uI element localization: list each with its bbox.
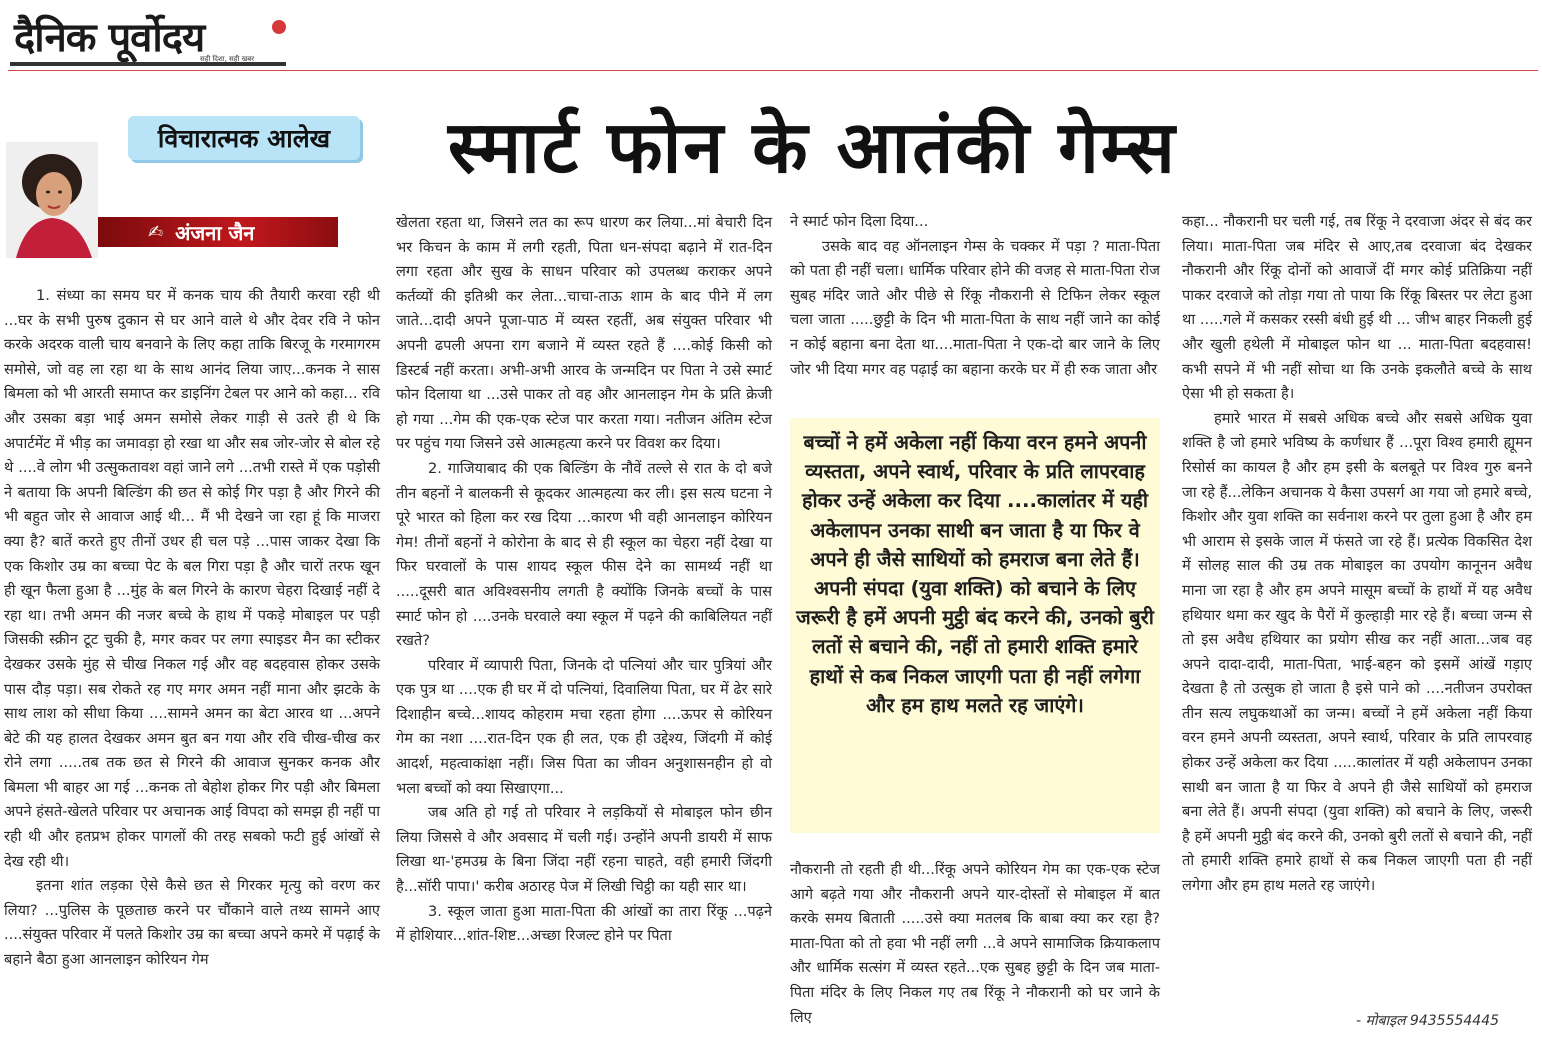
paragraph: कहा... नौकरानी घर चली गई, तब रिंकू ने दरवाजा अंदर से बंद कर लिया। माता-पिता जब मंदिर से आए,तब दरवाजा बंद देखकर नौकरानी और रिंकू दोनों को आवाजें दीं मगर कोई प्रतिक्रिया नहीं पाकर दरवाजे को तोड़ा गया तो पाया कि रिंकू बिस्तर पर लेटा हुआ था .....गले में कसकर रस्सी बंधी हुई थी ... जीभ बाहर निकली हुई और खुली हथेली में मोबाइल फोन था ... माता-पिता बदहवास! कभी सपने में भी नहीं सोचा था कि उनके इकलौते बच्चे के साथ ऐसा भी हो सकता है। [1182,213,1532,403]
paragraph: खेलता रहता था, जिसने लत का रूप धारण कर लिया...मां बेचारी दिन भर किचन के काम में लगी रहती, पिता धन-संपदा बढ़ाने में रात-दिन लगा रहता और सुख के साधन परिवार को उपलब्ध कराकर अपने कर्तव्यों की इतिश्री कर लेता...चाचा-ताऊ शाम के बाद पीने में लग जाते...दादी अपने पूजा-पाठ में व्यस्त रहतीं, अब संयुक्त परिवार भी अपनी ढपली अपना राग बजाने में व्यस्त रहते हैं ....कोई किसी को डिस्टर्ब नहीं करता। अभी-अभी आरव के जन्मदिन पर पिता ने उसे स्मार्ट फोन दिलाया था ...उसे पाकर तो वह और आनलाइन गेम के प्रति क्रेजी हो गया ...गेम की एक-एक स्टेज पार करता गया। नतीजन अंतिम स्टेज पर पहुंच गया जिसने उसे आत्महत्या करने पर विवश कर दिया। [396,214,772,453]
article-column-1 [4,284,380,973]
author-mobile: - मोबाइल 9435554445 [1356,1013,1500,1029]
paragraph: जब अति हो गई तो परिवार ने लड़कियों से मोबाइल फोन छीन लिया जिससे वे और अवसाद में चली गई। उन्होंने अपनी डायरी में साफ लिखा था-'हमउम्र के बिना जिंदा नहीं रहना चाहते, वही हमारी जिंदगी है...सॉरी पापा।' करीब अठारह पेज में लिखी चिट्ठी का यही सार था। [396,804,772,896]
author-name: अंजना जैन [175,220,255,245]
article-column-3-bottom [790,858,1160,1030]
author-byline [98,217,338,247]
paragraph: इतना शांत लड़का ऐसे कैसे छत से गिरकर मृत्यु को वरण कर लिया? ...पुलिस के पूछताछ करने पर चौंकाने वाले तथ्य सामने आए ....संयुक्त परिवार में पलते किशोर उम्र का बच्चा अपने कमरे में पढ़ाई के बहाने बैठा हुआ आनलाइन कोरियन गेम [4,877,380,969]
paragraph: ने स्मार्ट फोन दिला दिया... [790,213,929,230]
paragraph: उसके बाद वह ऑनलाइन गेम्स के चक्कर में पड़ा ? माता-पिता को पता ही नहीं चला। धार्मिक परिवार होने की वजह से माता-पिता रोज सुबह मंदिर जाते और पीछे से रिंकू नौकरानी से टिफिन लेकर स्कूल चला जाता .....छुट्टी के दिन भी माता-पिता के साथ नहीं जाने का कोई न कोई बहाना बना देता था....माता-पिता ने एक-दो बार जाने के लिए जोर भी दिया मगर वह पढ़ाई का बहाना करके घर में ही रुक जाता और [790,237,1160,378]
category-label: विचारात्मक आलेख [128,116,360,160]
paragraph: 3. स्कूल जाता हुआ माता-पिता की आंखों का तारा रिंकू ...पढ़ने में होशियार...शांत-शिष्ट...अच्छा रिजल्ट होने पर पिता [396,902,772,945]
paragraph: नौकरानी तो रहती ही थी...रिंकू अपने कोरियन गेम का एक-एक स्टेज आगे बढ़ते गया और नौकरानी अपने यार-दोस्तों से मोबाइल में बात करके समय बिताती .....उसे क्या मतलब कि बाबा क्या कर रहा है? माता-पिता को तो हवा भी नहीं लगी ...वे अपने सामाजिक क्रियाकलाप और धार्मिक सत्संग में व्यस्त रहते...एक सुबह छुट्टी के दिन जब माता-पिता मंदिर के लिए निकल गए तब रिंकू ने नौकरानी को घर जाने के लिए [790,861,1160,1026]
paragraph: 2. गाजियाबाद की एक बिल्डिंग के नौवें तल्ले से रात के दो बजे तीन बहनों ने बालकनी से कूदकर आत्महत्या कर ली। इस सत्य घटना ने पूरे भारत को हिला कर रख दिया ...कारण भी वही आनलाइन कोरियन गेम! तीनों बहनों ने कोरोना के बाद से ही स्कूल का चेहरा नहीं देखा या फिर घरवालों के पास शायद स्कूल फीस देने का सामर्थ्य नहीं था .....दूसरी बात अविश्वसनीय लगती है क्योंकि जिनके बच्चों के पास स्मार्ट फोन हो ....उनके घरवाले क्या स्कूल में पढ़ने की काबिलियत नहीं रखते? [396,459,772,650]
paragraph: 1. संध्या का समय घर में कनक चाय की तैयारी करवा रही थी ...घर के सभी पुरुष दुकान से घर आने वाले थे और देवर रवि ने फोन करके अदरक वाली चाय बनवाने के लिए कहा ताकि बिरजू के गरमागरम समोसे, जो वह ला रहा था के साथ आनंद लिया जाए...कनक ने सास बिमला को भी आरती समाप्त कर डाइनिंग टेबल पर आने को कहा... रवि और उसका बड़ा भाई अमन समोसे लेकर गाड़ी से उतरे ही थे कि अपार्टमेंट में भीड़ का जमावड़ा हो रखा था और सब जोर-जोर से बोल रहे थे ....वे लोग भी उत्सुकतावश वहां जाने लगे ...तभी रास्ते में एक पड़ोसी ने बताया कि अपनी बिल्डिंग की छत से कोई गिर पड़ा है और गिरने की भी बहुत जोर से आवाज आई थी... मैं भी देखने जा रहा हूं कि माजरा क्या है? बातें करते हुए तीनों उधर ही चल पड़े ...पास जाकर देखा कि एक किशोर उम्र का बच्चा पेट के बल गिरा पड़ा है और चारों तरफ खून ही खून फैला हुआ है ...मुंह के बल गिरने के कारण चेहरा दिखाई नहीं दे रहा था। तभी अमन की नजर बच्चे के हाथ में पकड़े मोबाइल पर पड़ी जिसकी स्क्रीन टूट चुकी है, मगर कवर पर लगा स्पाइडर मैन का स्टीकर देखकर उसके मुंह से चीख निकल गई और वह बदहवास होकर उसके पास दौड़ पड़ा। सब रोकते रह गए मगर अमन नहीं माना और झटके के साथ लाश को सीधा किया ....सामने अमन का बेटा आरव था ...अपने बेटे की यह हालत देखकर अमन बुत बन गया और रवि चीख-चीख कर रोने लगा .....तब तक छत से गिरने की आवाज सुनकर कनक और बिमला भी बाहर आ गई ...कनक तो बेहोश होकर गिर पड़ी और बिमला अपने हंसते-खेलते परिवार पर अचानक आई विपदा को समझ ही नहीं पा रही थी और हतप्रभ होकर पागलों की तरह सबको फटी हुई आंखों से देख रही थी। [4,287,380,870]
paragraph: परिवार में व्यापारी पिता, जिनके दो पत्नियां और चार पुत्रियां और एक पुत्र था ....एक ही घर में दो पत्नियां, दिवालिया पिता, घर में ढेर सारे दिशाहीन बच्चे...शायद कोहराम मचा रहता होगा ....ऊपर से कोरियन गेम का नशा ....रात-दिन एक ही लत, एक ही उद्देश्य, जिंदगी में कोई आदर्श, महत्वाकांक्षा नहीं। जिस पिता का जीवन अनुशासनहीन हो वो भला बच्चों को क्या सिखाएगा... [396,656,772,797]
pen-icon: ✍ [148,221,164,243]
top-rule [8,70,1538,71]
logo-dot-icon [272,20,286,34]
newspaper-tagline: सही दिशा, सही खबर [200,55,255,63]
paragraph: हमारे भारत में सबसे अधिक बच्चे और सबसे अधिक युवा शक्ति है जो हमारे भविष्य के कर्णधार हैं ...पूरा विश्व हमारी ह्यूमन रिसोर्स का कायल है और हम इसी के बलबूते पर विश्व गुरु बनने जा रहे हैं...लेकिन अचानक ये कैसा उपसर्ग आ गया जो हमारे बच्चे, किशोर और युवा शक्ति का सर्वनाश करने पर तुला हुआ है और हम भी आराम से इसके जाल में फंसते जा रहे हैं। प्रत्येक विकसित देश में सोलह साल की उम्र तक मोबाइल का उपयोग कानूनन अवैध माना जा रहा है और हम अपने मासूम बच्चों के हाथों में यह अवैध हथियार थमा कर खुद के पैरों में कुल्हाड़ी मार रहे हैं। बच्चा जन्म से तो इस अवैध हथियार का प्रयोग सीख कर नहीं आता...जब वह अपने दादा-दादी, माता-पिता, भाई-बहन को इसमें आंखें गड़ाए देखता है तो उत्सुक हो जाता है इसे पाने को ....नतीजन उपरोक्त तीन सत्य लघुकथाओं का जन्म। बच्चों ने हमें अकेला नहीं किया वरन हमने अपनी व्यस्तता, अपने स्वार्थ, परिवार के प्रति लापरवाह होकर उन्हें अकेला कर दिया .....कालांतर में यही अकेलापन उनका साथी बन जाता है या फिर वे अपने ही जैसे साथियों को हमराज बना लेते हैं। अपनी संपदा (युवा शक्ति) को बचाने के लिए, जरूरी है हमें अपनी मुट्ठी बंद करने की, उनको बुरी लतों से बचाने की, नहीं तो हमारी शक्ति हमारे हाथों से कब निकल जाएगी पता ही नहीं लगेगा और हम हाथ मलते रह जाएंगे। [1182,409,1532,895]
headline: स्मार्ट फोन के आतंकी गेम्स [448,105,1177,189]
masthead [10,8,290,70]
newspaper-name: दैनिक पूर्वोदय [14,15,205,61]
article-column-3-top [790,210,1160,382]
article-column-4 [1182,210,1532,899]
pull-quote: बच्चों ने हमें अकेला नहीं किया वरन हमने अपनी व्यस्तता, अपने स्वार्थ, परिवार के प्रति लापरवाह होकर उन्हें अकेला कर दिया ....कालांतर में यही अकेलापन उनका साथी बन जाता है या फिर वे अपने ही जैसे साथियों को हमराज बना लेते हैं। अपनी संपदा (युवा शक्ति) को बचाने के लिए जरूरी है हमें अपनी मुट्ठी बंद करने की, उनको बुरी लतों से बचाने की, नहीं तो हमारी शक्ति हमारे हाथों से कब निकल जाएगी पता ही नहीं लगेगा और हम हाथ मलते रह जाएंगे। [790,418,1160,833]
article-column-2 [396,211,772,949]
author-photo [6,142,98,258]
